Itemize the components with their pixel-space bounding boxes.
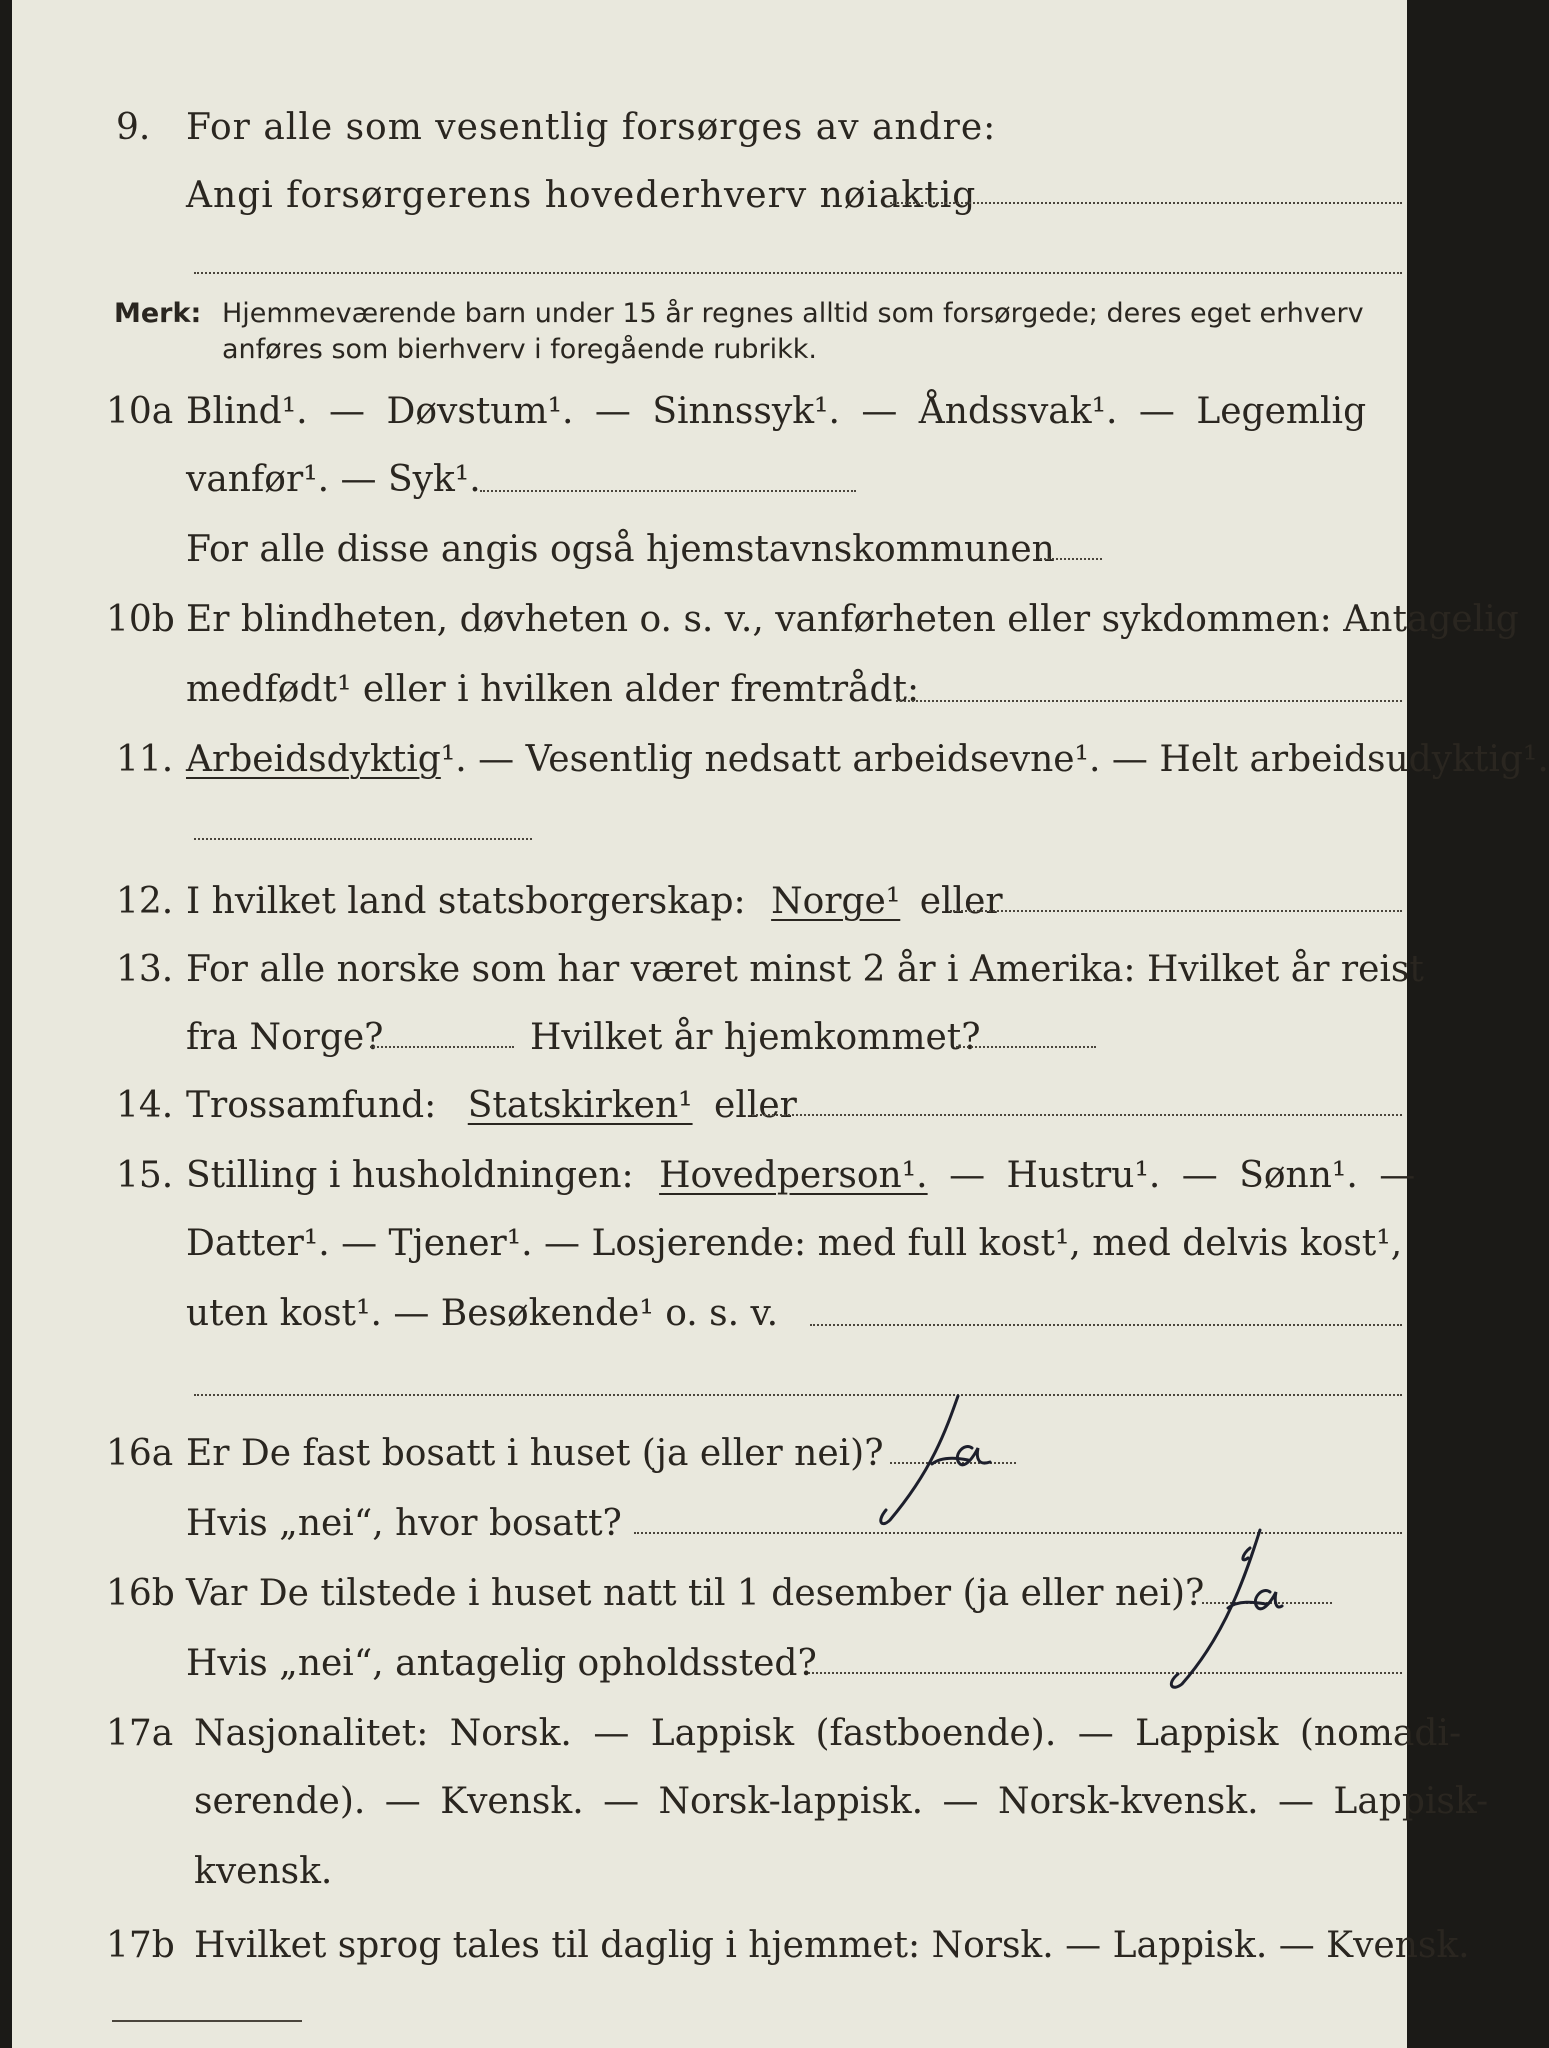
item-number: 9. xyxy=(116,107,151,148)
question-text: serende). — Kvensk. — Norsk-lappisk. — Norsk-kvensk. — Lappisk- xyxy=(194,1781,1489,1822)
handwritten-answer-ja xyxy=(1142,1524,1282,1694)
answer-line[interactable] xyxy=(896,700,1402,702)
question-label: Trossamfund: xyxy=(186,1085,437,1126)
question-text: Hvis „nei“, antagelig opholdssted? xyxy=(186,1643,817,1684)
question-text: Datter¹. — Tjener¹. — Losjerende: med full kost¹, med delvis kost¹, xyxy=(186,1223,1403,1264)
question-options: — Hustru¹. — Sønn¹. — xyxy=(949,1155,1416,1196)
answer-line[interactable] xyxy=(752,1114,1402,1116)
item-number: 12. xyxy=(116,881,174,922)
selected-option[interactable]: Statskirken¹ xyxy=(467,1085,693,1126)
answer-line[interactable] xyxy=(194,272,1402,274)
handwritten-answer-ja xyxy=(872,1390,1012,1530)
selected-option[interactable]: Norge¹ xyxy=(771,881,901,922)
bottom-rule xyxy=(112,2020,302,2022)
item-number: 17b xyxy=(106,1925,175,1966)
answer-line[interactable] xyxy=(810,1324,1402,1326)
question-label: Stilling i husholdningen: xyxy=(186,1155,634,1196)
question-text: Er De fast bosatt i huset (ja eller nei)? xyxy=(186,1433,884,1474)
question-text: Hvis „nei“, hvor bosatt? xyxy=(186,1503,622,1544)
answer-line[interactable] xyxy=(194,1394,1402,1396)
question-options: ¹. — Vesentlig nedsatt arbeidsevne¹. — Helt arbeidsudyktig¹. xyxy=(440,739,1549,780)
note-label: Merk: xyxy=(114,298,202,329)
answer-line[interactable] xyxy=(480,490,856,492)
question-text xyxy=(186,1084,797,1128)
answer-line[interactable] xyxy=(950,910,1402,912)
note-text: anføres som bierhverv i foregående rubrikk. xyxy=(222,334,817,365)
question-text: Angi forsørgerens hovederhverv nøiaktig xyxy=(186,175,977,216)
selected-option[interactable]: Arbeidsdyktig xyxy=(186,739,441,780)
question-text xyxy=(186,1154,1415,1198)
note-text: Hjemmeværende barn under 15 år regnes alltid som forsørgede; deres eget erhverv xyxy=(222,298,1364,329)
item-number: 10a xyxy=(106,391,174,432)
question-text: For alle norske som har været minst 2 år i Amerika: Hvilket år reist xyxy=(186,949,1424,990)
question-text: Hvilket år hjemkommet? xyxy=(530,1017,981,1058)
answer-line[interactable] xyxy=(956,1046,1096,1048)
item-number: 13. xyxy=(116,949,174,990)
question-label: eller xyxy=(919,881,1003,922)
question-text: uten kost¹. — Besøkende¹ o. s. v. xyxy=(186,1293,779,1334)
question-label: I hvilket land statsborgerskap: xyxy=(186,881,746,922)
answer-line[interactable] xyxy=(634,1532,1402,1534)
census-form-page xyxy=(12,0,1549,2048)
item-number: 16a xyxy=(106,1433,174,1474)
question-text: medfødt¹ eller i hvilken alder fremtrådt: xyxy=(186,669,920,710)
answer-line[interactable] xyxy=(808,1672,1402,1674)
question-text xyxy=(186,738,1549,782)
answer-line[interactable] xyxy=(370,1046,514,1048)
item-number: 15. xyxy=(116,1155,174,1196)
question-text: Hvilket sprog tales til daglig i hjemmet: Norsk. — Lappisk. — Kvensk. xyxy=(194,1925,1470,1966)
item-number: 11. xyxy=(116,739,174,780)
question-text: kvensk. xyxy=(194,1851,333,1892)
item-number: 17a xyxy=(106,1713,174,1754)
answer-line[interactable] xyxy=(194,838,532,840)
question-text: Var De tilstede i huset natt til 1 desember (ja eller nei)? xyxy=(186,1573,1205,1614)
question-text: vanfør¹. — Syk¹. xyxy=(186,459,481,500)
selected-option[interactable]: Hovedperson¹. xyxy=(659,1155,928,1196)
question-text xyxy=(186,880,1003,924)
item-number: 10b xyxy=(106,599,175,640)
item-number: 16b xyxy=(106,1573,175,1614)
question-text: For alle som vesentlig forsørges av andre: xyxy=(186,107,997,148)
question-label: eller xyxy=(714,1085,797,1126)
question-text: Blind¹. — Døvstum¹. — Sinnssyk¹. — Åndssvak¹. — Legemlig xyxy=(186,391,1367,432)
answer-line[interactable] xyxy=(1040,558,1102,560)
answer-line[interactable] xyxy=(890,202,1402,204)
question-text: fra Norge? xyxy=(186,1017,384,1058)
question-text: Nasjonalitet: Norsk. — Lappisk (fastboende). — Lappisk (nomadi- xyxy=(194,1713,1462,1754)
note xyxy=(114,296,201,332)
item-number: 14. xyxy=(116,1085,174,1126)
question-text: For alle disse angis også hjemstavnskommunen xyxy=(186,529,1055,570)
question-text: Er blindheten, døvheten o. s. v., vanførheten eller sykdommen: Antagelig xyxy=(186,599,1519,640)
